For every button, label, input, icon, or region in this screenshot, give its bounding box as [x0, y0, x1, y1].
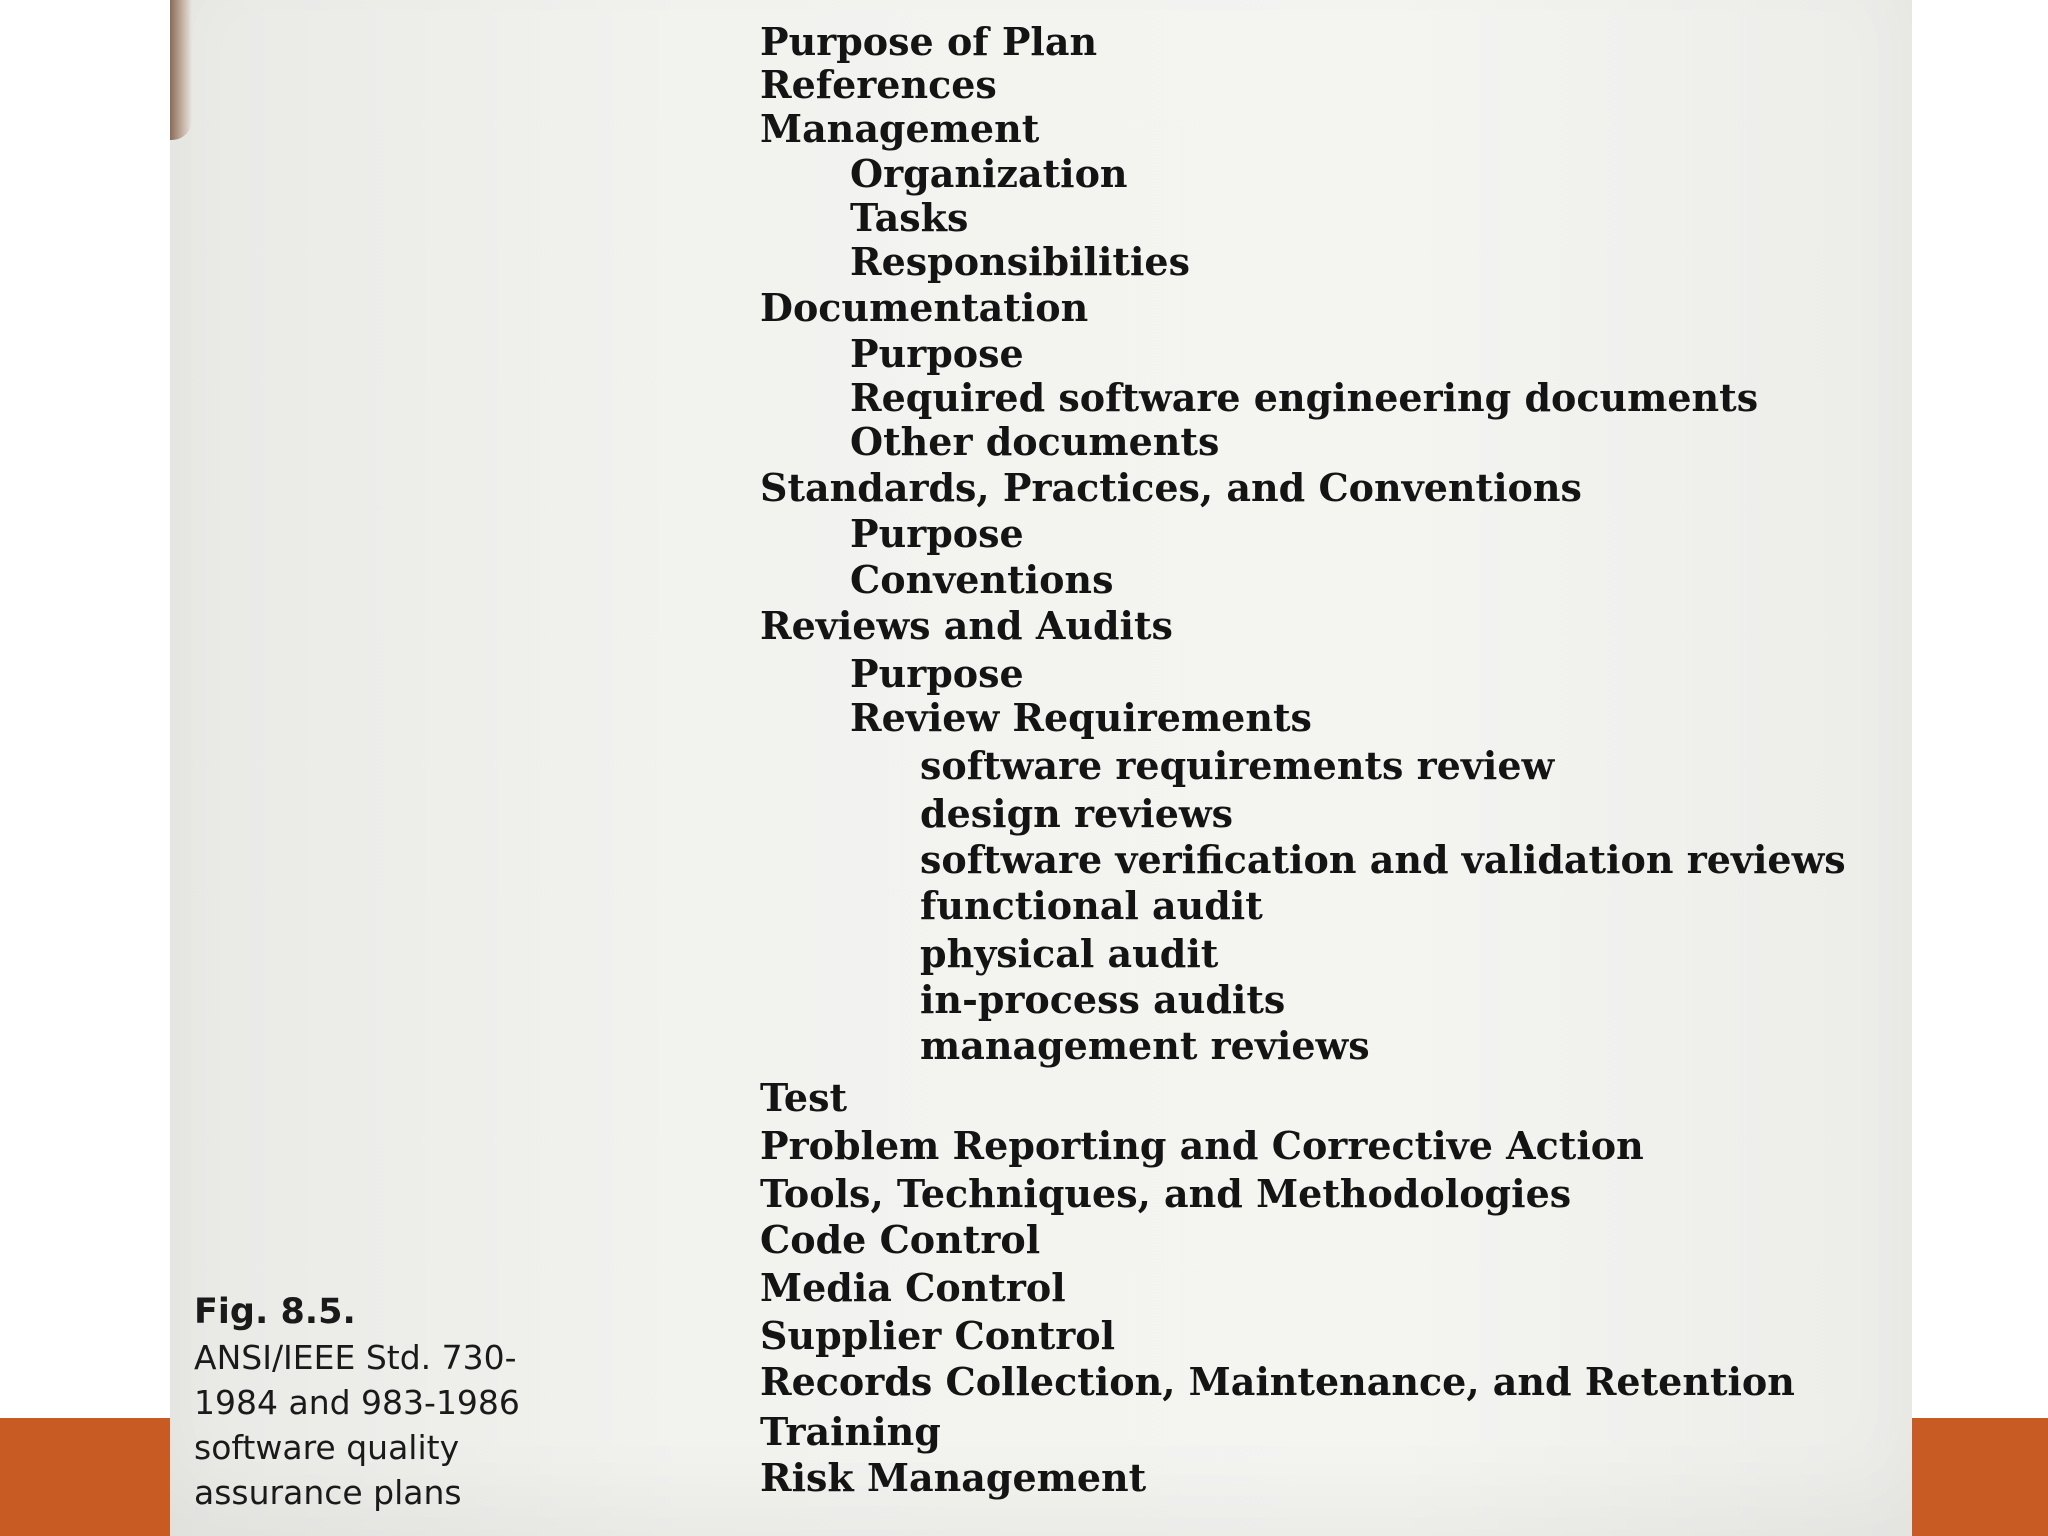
outline-text: Management [760, 106, 1040, 151]
outline-text: Risk Management [760, 1455, 1147, 1500]
figure-label: Fig. 8.5. [194, 1292, 356, 1332]
outline-text: Code Control [760, 1217, 1041, 1262]
outline-text: management reviews [920, 1023, 1370, 1068]
outline-text: Records Collection, Maintenance, and Retention [760, 1359, 1795, 1404]
outline-text: Test [760, 1075, 848, 1120]
outline-text: Other documents [850, 419, 1220, 464]
outline-text: Purpose [850, 651, 1024, 696]
outline-text: Purpose of Plan [760, 19, 1098, 64]
figure-caption [194, 1290, 574, 1515]
outline-text: Organization [850, 151, 1128, 196]
outline-text: Training [760, 1409, 941, 1454]
outline-text: Conventions [850, 557, 1114, 602]
outline-text: Review Requirements [850, 695, 1312, 740]
outline-text: functional audit [920, 883, 1263, 928]
outline-text: References [760, 62, 997, 107]
outline-text: Tools, Techniques, and Methodologies [760, 1171, 1572, 1216]
outline-text: Media Control [760, 1265, 1066, 1310]
outline-text: Problem Reporting and Corrective Action [760, 1123, 1644, 1168]
outline-text: Reviews and Audits [760, 603, 1173, 648]
outline-text: Responsibilities [850, 239, 1190, 284]
outline-text: physical audit [920, 931, 1219, 976]
outline-text: Purpose [850, 331, 1024, 376]
outline-text: Standards, Practices, and Conventions [760, 465, 1582, 510]
outline-text: software requirements review [920, 743, 1555, 788]
outline-text: Tasks [850, 195, 969, 240]
outline-text: Supplier Control [760, 1313, 1116, 1358]
outline-text: in-process audits [920, 977, 1286, 1022]
outline-text: Documentation [760, 285, 1089, 330]
outline-text: Purpose [850, 511, 1024, 556]
outline-text: design reviews [920, 791, 1233, 836]
figure-caption-text: ANSI/IEEE Std. 730-1984 and 983-1986 software quality assurance plans [194, 1338, 520, 1512]
outline-text: Required software engineering documents [850, 375, 1759, 420]
outline-text: software verification and validation reviews [920, 837, 1846, 882]
